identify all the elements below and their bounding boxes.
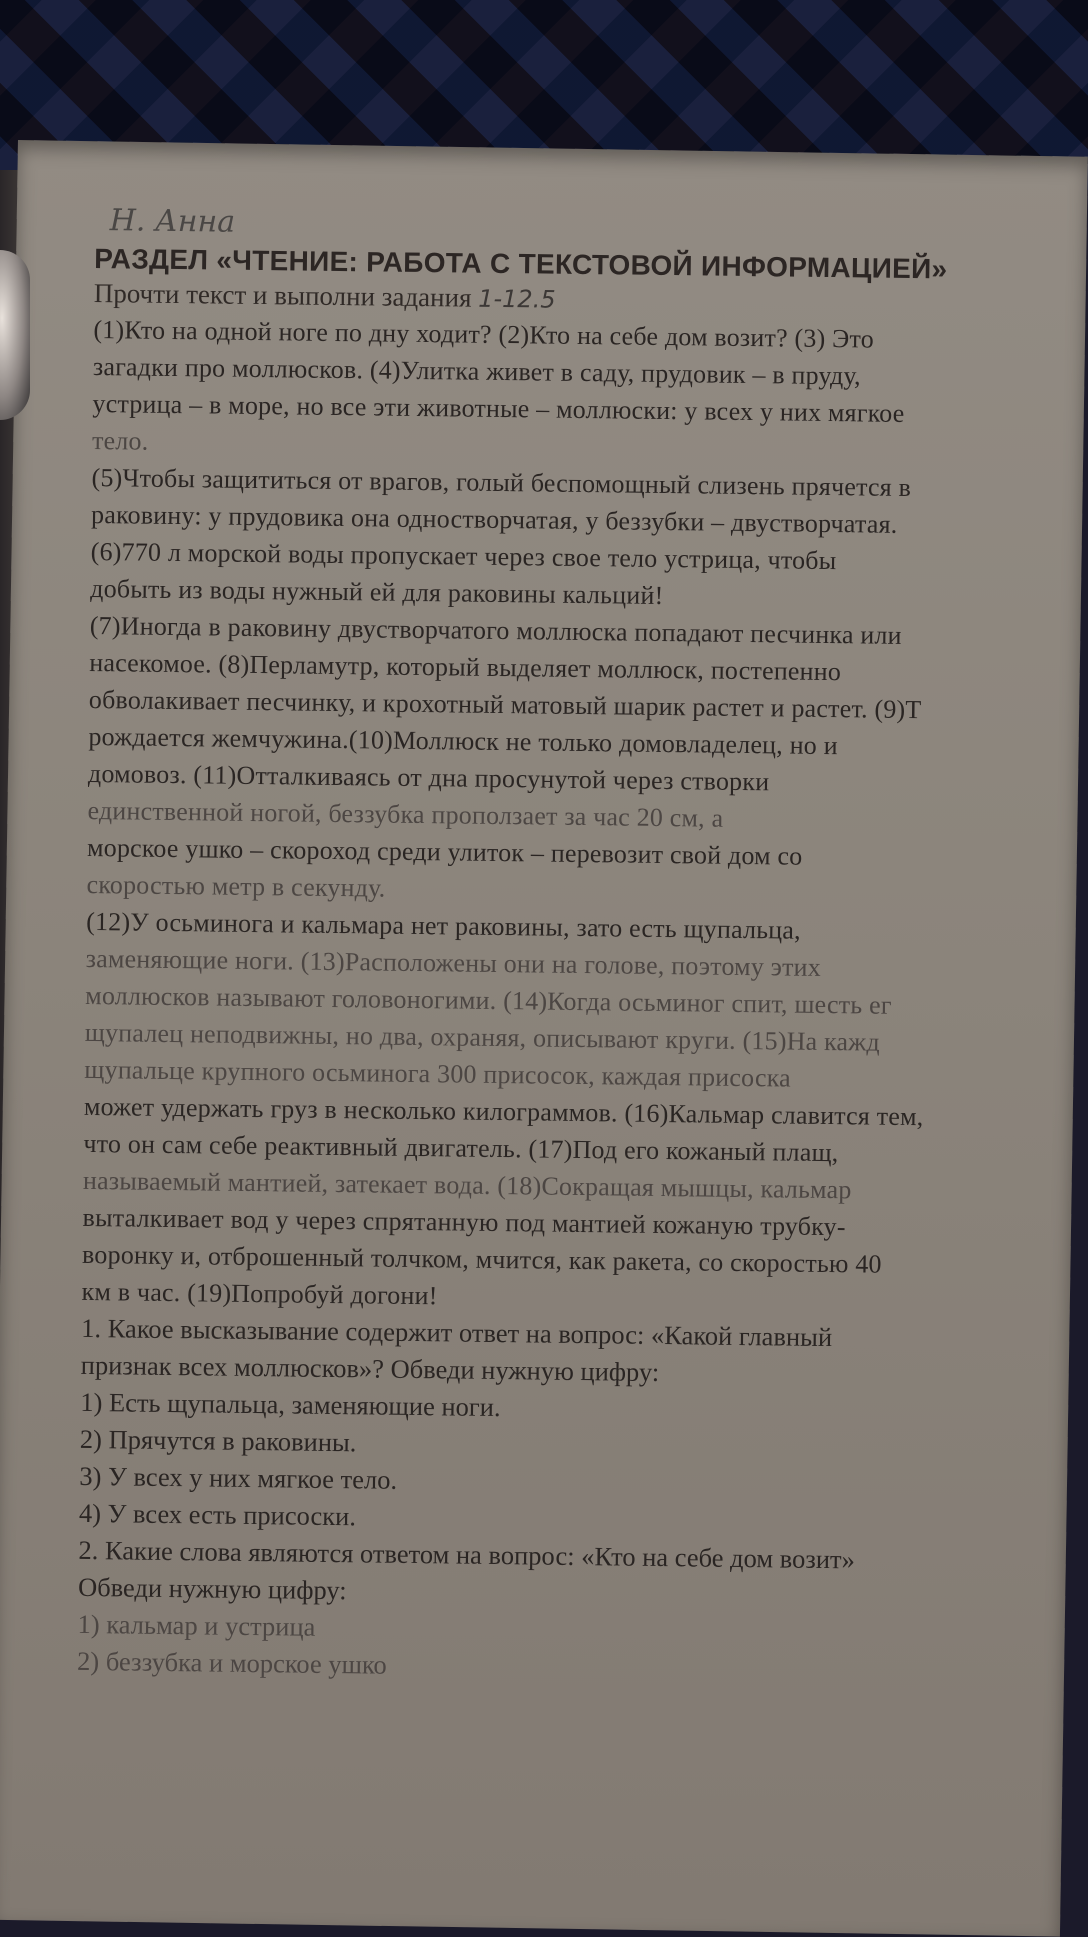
text-line: устрица – в море, но все эти животные – моллюски: у всех у них мягкое (92, 388, 905, 428)
task-range: 1-12.5 (478, 284, 556, 314)
section-header: РАЗДЕЛ «ЧТЕНИЕ: РАБОТА С ТЕКСТОВОЙ ИНФОРМАЦИЕЙ» (94, 242, 948, 285)
answer-option: 4) У всех есть присоски. (78, 1497, 357, 1532)
questions-block (77, 1310, 1071, 1692)
text-line: обволакивает песчинку, и крохотный матовый шарик растет и растет. (9)Т (88, 684, 922, 725)
instruction-text: Прочти текст и выполни задания (93, 277, 472, 313)
text-line: км в час. (19)Попробуй догони! (81, 1276, 438, 1311)
text-line: может удержать груз в несколько килограммов. (16)Кальмар славится тем, (83, 1091, 924, 1132)
text-line: (7)Иногда в раковину двустворчатого моллюска попадают песчинка или (89, 610, 902, 650)
text-line: домовоз. (11)Отталкиваясь от дна просунутой через створки (87, 758, 770, 797)
answer-option: 2) беззубка и морское ушко (76, 1645, 387, 1680)
text-line: щупалец неподвижны, но два, охраняя, описывают круги. (15)На кажд (84, 1017, 881, 1057)
text-line: (5)Чтобы защититься от врагов, голый беспомощный слизень прячется в (91, 462, 912, 502)
text-line: (1)Кто на одной ноге по дну ходит? (2)Кто на себе дом возит? (3) Это (93, 314, 875, 354)
text-line: воронку и, отброшенный толчком, мчится, как ракета, со скоростью 40 (81, 1239, 882, 1279)
text-line: морское ушко – скороход среди улиток – перевозит свой дом со (86, 832, 803, 871)
text-line: единственной ногой, беззубка проползает за час 20 см, а (87, 795, 724, 833)
text-line: раковину: у прудовика она одностворчатая, у беззубки – двустворчатая. (90, 499, 898, 539)
handwritten-signature: Н. Анна (109, 203, 236, 240)
worksheet (77, 200, 1085, 1692)
text-line: что он сам себе реактивный двигатель. (17)Под его кожаный плащ, (83, 1128, 839, 1168)
text-line: рождается жемчужина.(10)Моллюск не только домовладелец, но и (88, 721, 838, 761)
answer-option: 3) У всех у них мягкое тело. (79, 1460, 398, 1495)
text-line: (6)770 л морской воды пропускает через свое тело устрица, чтобы (90, 536, 837, 576)
question-2-text: Обведи нужную цифру: (77, 1571, 347, 1606)
background-object (0, 250, 30, 420)
text-line: выталкивает вод у через спрятанную под мантией кожаную трубку- (82, 1202, 846, 1242)
text-line: добыть из воды нужный ей для раковины кальций! (90, 573, 664, 610)
answer-option: 1) Есть щупальца, заменяющие ноги. (80, 1386, 501, 1423)
question-1-text: признак всех моллюсков»? Обведи нужную цифру: (80, 1349, 660, 1387)
text-line: называемый мантией, затекает вода. (18)Сокращая мышцы, кальмар (82, 1165, 852, 1205)
text-line: насекомое. (8)Перламутр, который выделяет моллюск, постепенно (89, 647, 842, 687)
question-2-text: 2. Какие слова являются ответом на вопрос: «Кто на себе дом возит» (78, 1534, 856, 1575)
reading-text (81, 311, 1083, 1322)
text-line: тело. (91, 425, 149, 456)
answer-option: 1) кальмар и устрица (77, 1608, 316, 1642)
text-line: заменяющие ноги. (13)Расположены они на голове, поэтому этих (85, 943, 822, 982)
text-line: скоростью метр в секунду. (86, 869, 386, 903)
text-line: загадки про моллюсков. (4)Улитка живет в саду, прудовик – в пруду, (92, 351, 861, 391)
text-line: моллюсков называют головоногими. (14)Когда осьминог спит, шесть ег (85, 980, 892, 1020)
text-line: щупальце крупного осьминога 300 присосок, каждая присоска (84, 1054, 792, 1093)
answer-option: 2) Прячутся в раковины. (79, 1423, 357, 1458)
text-line: (12)У осьминога и кальмара нет раковины, зато есть щупальца, (86, 906, 802, 945)
question-1-text: 1. Какое высказывание содержит ответ на вопрос: «Какой главный (81, 1312, 833, 1353)
